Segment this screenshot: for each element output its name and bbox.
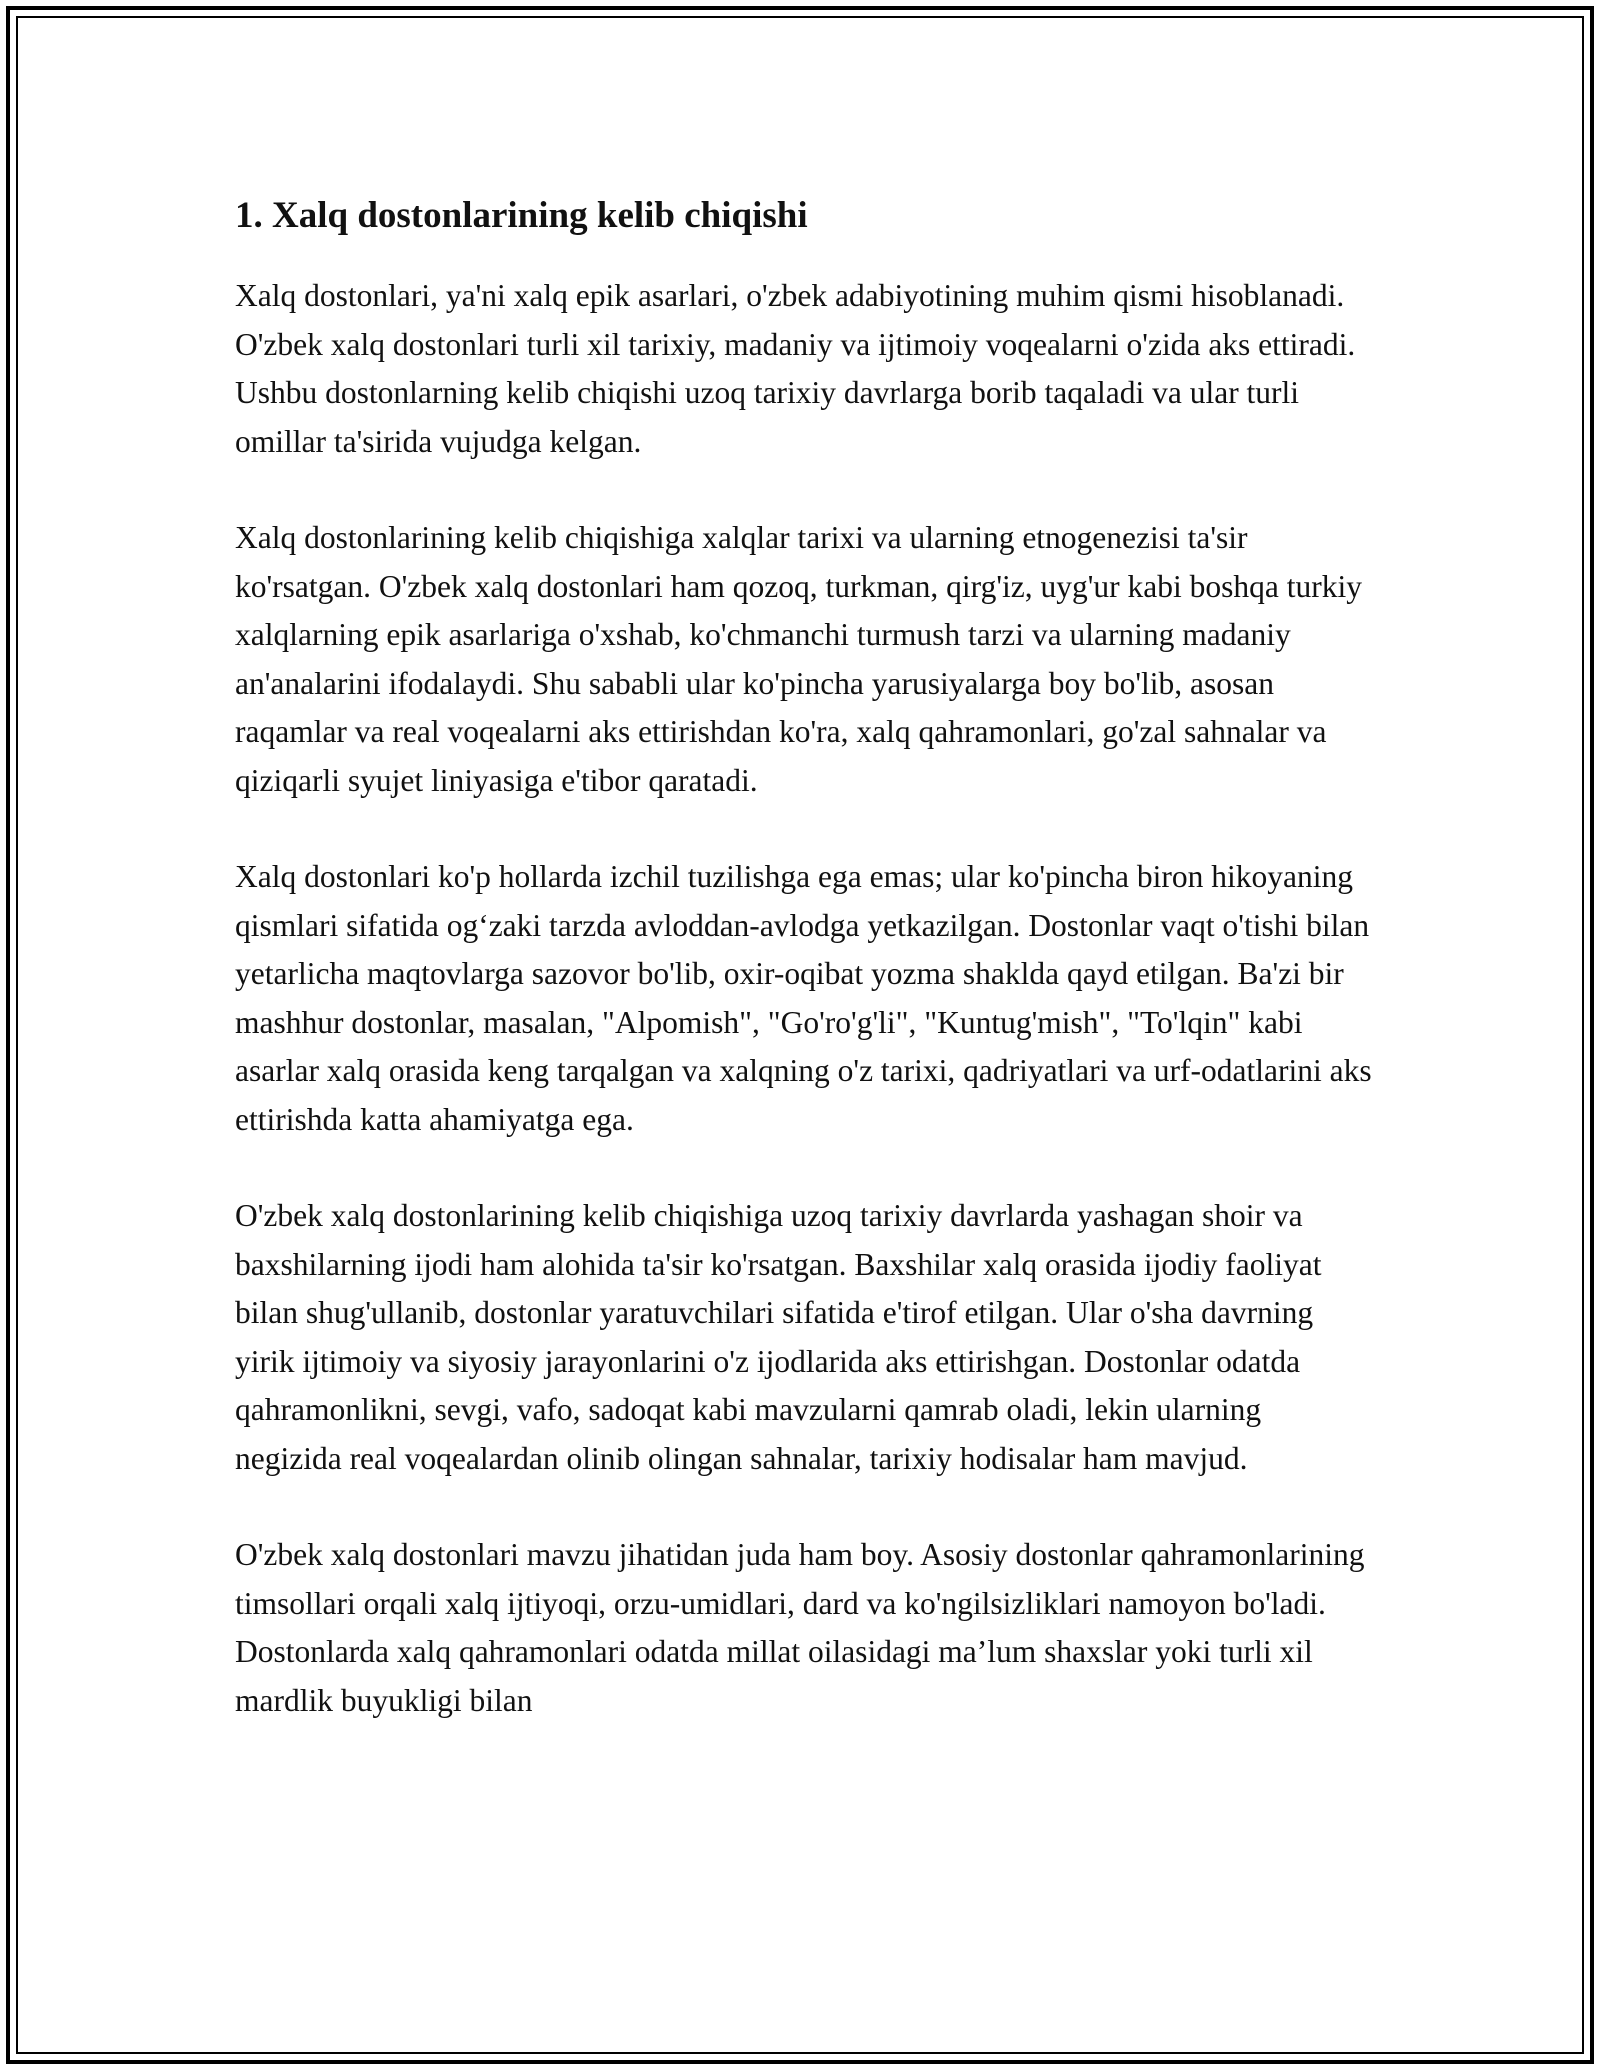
document-body (235, 188, 1375, 1773)
paragraph-1: Xalq dostonlari, ya'ni xalq epik asarlari, o'zbek adabiyotining muhim qismi hisoblanadi. O'zbek xalq dostonlari turli xil tarixiy, madaniy va ijtimoiy voqealarni o'zida aks ettiradi. Ushbu dostonlarning kelib chiqishi uzoq tarixiy davrlarga borib taqaladi va ular turli omillar ta'sirida vujudga kelgan. (235, 278, 1356, 459)
paragraph-4: O'zbek xalq dostonlarining kelib chiqishiga uzoq tarixiy davrlarda yashagan shoir va baxshilarning ijodi ham alohida ta'sir ko'rsatgan. Baxshilar xalq orasida ijodiy faoliyat bilan shug'ullanib, dostonlar yaratuvchilari sifatida e'tirof etilgan. Ular o'sha davrning yirik ijtimoiy va siyosiy jarayonlarini o'z ijodlarida aks ettirishgan. Dostonlar odatda qahramonlikni, sevgi, vafo, sadoqat kabi mavzularni qamrab oladi, lekin ularning negizida real voqealardan olinib olingan sahnalar, tarixiy hodisalar ham mavjud. (235, 1198, 1322, 1476)
paragraph-5: O'zbek xalq dostonlari mavzu jihatidan juda ham boy. Asosiy dostonlar qahramonlarining timsollari orqali xalq ijtiyoqi, orzu-umidlari, dard va ko'ngilsizliklari namoyon bo'ladi. Dostonlarda xalq qahramonlari odatda millat oilasidagi ma’lum shaxslar yoki turli xil mardlik buyukligi bilan (235, 1537, 1365, 1718)
section-heading: 1. Xalq dostonlarining kelib chiqishi (235, 195, 808, 236)
paragraph-3: Xalq dostonlari ko'p hollarda izchil tuzilishga ega emas; ular ko'pincha biron hikoyaning qismlari sifatida og‘zaki tarzda avloddan-avlodga yetkazilgan. Dostonlar vaqt o'tishi bilan yetarlicha maqtovlarga sazovor bo'lib, oxir-oqibat yozma shaklda qayd etilgan. Ba'zi bir mashhur dostonlar, masalan, "Alpomish", "Go'ro'g'li", "Kuntug'mish", "To'lqin" kabi asarlar xalq orasida keng tarqalgan va xalqning o'z tarixi, qadriyatlari va urf-odatlarini aks ettirishda katta ahamiyatga ega. (235, 859, 1372, 1137)
paragraph-2: Xalq dostonlarining kelib chiqishiga xalqlar tarixi va ularning etnogenezisi ta'sir ko'rsatgan. O'zbek xalq dostonlari ham qozoq, turkman, qirg'iz, uyg'ur kabi boshqa turkiy xalqlarning epik asarlariga o'xshab, ko'chmanchi turmush tarzi va ularning madaniy an'analarini ifodalaydi. Shu sababli ular ko'pincha yarusiyalarga boy bo'lib, asosan raqamlar va real voqealarni aks ettirishdan ko'ra, xalq qahramonlari, go'zal sahnalar va qiziqarli syujet liniyasiga e'tibor qaratadi. (235, 520, 1363, 798)
